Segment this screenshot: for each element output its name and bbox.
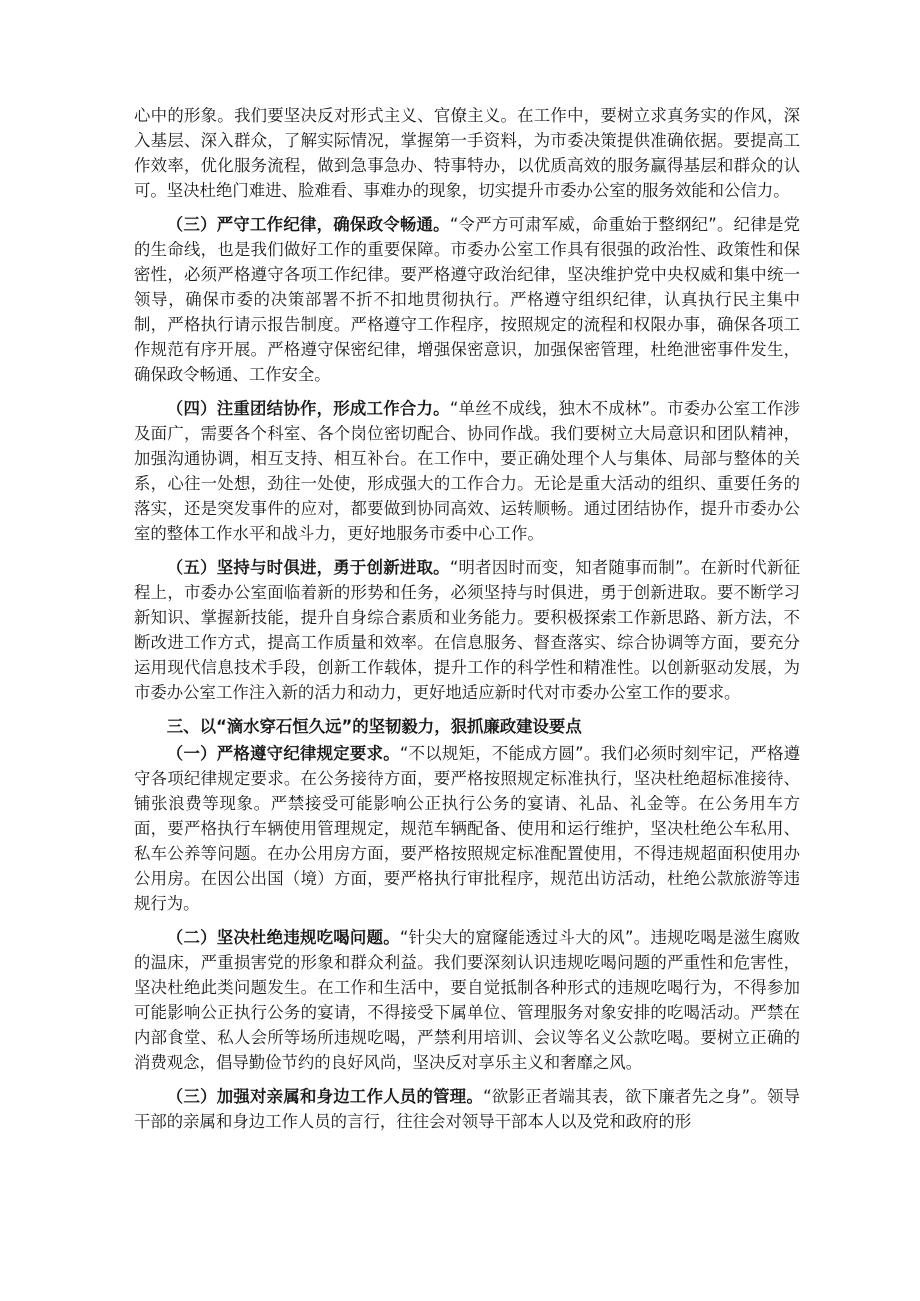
paragraph-heading: （三）加强对亲属和身边工作人员的管理。 [166, 1087, 484, 1106]
paragraph-teamwork [134, 396, 800, 546]
paragraph-text: “单丝不成线，独木不成林”。市委办公室工作涉及面广，需要各个科室、各个岗位密切配合、协同作战。我们要树立大局意识和团队精神，加强沟通协调，相互支持、相互补台。在工作中，要正确处理个人与集体、局部与整体的关系，心往一处想，劲往一处使，形成强大的工作合力。无论是重大活动的组织、重要任务的落实，还是突发事件的应对，都要做到协同高效、运转顺畅。通过团结协作，提升市委办公室的整体工作水平和战斗力，更好地服务市委中心工作。 [134, 399, 801, 543]
paragraph-heading: （四）注重团结协作，形成工作合力。 [166, 399, 450, 418]
paragraph-dining [134, 925, 800, 1075]
paragraph-heading: （一）严格遵守纪律规定要求。 [166, 744, 400, 763]
paragraph-text: “令严方可肃军威，命重始于整纲纪”。纪律是党的生命线，也是我们做好工作的重要保障。市委办公室工作具有很强的政治性、政策性和保密性，必须严格遵守各项工作纪律。要严格遵守政治纪律，坚决维护党中央权威和集中统一领导，确保市委的决策部署不折不扣地贯彻执行。严格遵守组织纪律，认真执行民主集中制，严格执行请示报告制度。严格遵守工作程序，按照规定的流程和权限办事，确保各项工作规范有序开展。严格遵守保密纪律，增强保密意识，加强保密管理，杜绝泄密事件发生，确保政令畅通、工作安全。 [134, 215, 801, 384]
paragraph-heading: （二）坚决杜绝违规吃喝问题。 [166, 928, 400, 947]
paragraph-heading: （五）坚持与时俱进，勇于创新进取。 [166, 558, 450, 577]
paragraph-innovation [134, 555, 800, 705]
paragraph-text: “欲影正者端其表，欲下廉者先之身”。领导干部的亲属和身边工作人员的言行，往往会对领导干部本人以及党和政府的形 [134, 1087, 801, 1131]
section-heading: 三、以“滴水穿石恒久远”的坚韧毅力，狠抓廉政建设要点 [166, 717, 582, 736]
paragraph-relatives [134, 1084, 800, 1134]
paragraph-discipline [134, 212, 800, 387]
paragraph-text: “明者因时而变，知者随事而制”。在新时代新征程上，市委办公室面临着新的形势和任务，必须坚持与时俱进，勇于创新进取。要不断学习新知识、掌握新技能，提升自身综合素质和业务能力。要积极探索工作新思路、新方法，不断改进工作方式，提高工作质量和效率。在信息服务、督查落实、综合协调等方面，要充分运用现代信息技术手段，创新工作载体，提升工作的科学性和精准性。以创新驱动发展，为市委办公室工作注入新的活力和动力，更好地适应新时代对市委办公室工作的要求。 [134, 558, 801, 702]
paragraph-intro [134, 103, 800, 203]
paragraph-text: “不以规矩，不能成方圆”。我们必须时刻牢记，严格遵守各项纪律规定要求。在公务接待方面，要严格按照规定标准执行，坚决杜绝超标准接待、铺张浪费等现象。严禁接受可能影响公正执行公务的宴请、礼品、礼金等。在公务用车方面，要严格执行车辆使用管理规定，规范车辆配备、使用和运行维护，坚决杜绝公车私用、私车公养等问题。在办公用房方面，要严格按照规定标准配置使用，不得违规超面积使用办公用房。在因公出国（境）方面，要严格执行审批程序，规范出访活动，杜绝公款旅游等违规行为。 [134, 744, 801, 913]
paragraph-text: “针尖大的窟窿能透过斗大的风”。违规吃喝是滋生腐败的温床，严重损害党的形象和群众利益。我们要深刻认识违规吃喝问题的严重性和危害性，坚决杜绝此类问题发生。在工作和生活中，要自觉抵制各种形式的违规吃喝行为，不得参加可能影响公正执行公务的宴请，不得接受下属单位、管理服务对象安排的吃喝活动。严禁在内部食堂、私人会所等场所违规吃喝，严禁利用培训、会议等名义公款吃喝。要树立正确的消费观念，倡导勤俭节约的良好风尚，坚决反对享乐主义和奢靡之风。 [134, 928, 801, 1072]
paragraph-rules [134, 741, 800, 916]
paragraph-text: 心中的形象。我们要坚决反对形式主义、官僚主义。在工作中，要树立求真务实的作风，深入基层、深入群众，了解实际情况，掌握第一手资料，为市委决策提供准确依据。要提高工作效率，优化服务流程，做到急事急办、特事特办，以优质高效的服务赢得基层和群众的认可。坚决杜绝门难进、脸难看、事难办的现象，切实提升市委办公室的服务效能和公信力。 [134, 106, 800, 200]
document-page [134, 103, 800, 1143]
paragraph-heading: （三）严守工作纪律，确保政令畅通。 [166, 215, 450, 234]
